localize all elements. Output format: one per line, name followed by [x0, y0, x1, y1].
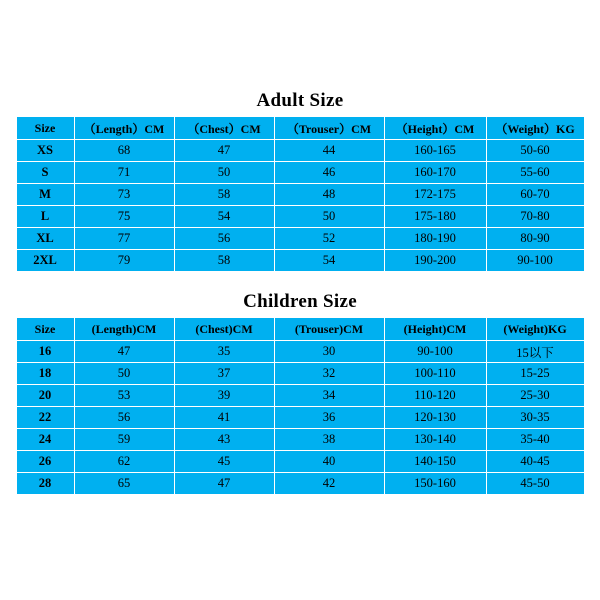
column-header-chest: (Chest)CM — [174, 318, 274, 341]
cell-weight: 50-60 — [486, 140, 584, 162]
children-size-table — [16, 317, 585, 495]
table-header-row — [16, 117, 584, 140]
cell-weight: 55-60 — [486, 162, 584, 184]
cell-weight: 40-45 — [486, 451, 584, 473]
children-size-title: Children Size — [243, 291, 357, 312]
cell-size: 2XL — [16, 250, 74, 272]
column-header-length: （Length）CM — [74, 117, 174, 140]
cell-trouser: 44 — [274, 140, 384, 162]
cell-chest: 58 — [174, 184, 274, 206]
column-header-chest: （Chest）CM — [174, 117, 274, 140]
cell-length: 77 — [74, 228, 174, 250]
column-header-weight: （Weight）KG — [486, 117, 584, 140]
table-row — [16, 184, 584, 206]
cell-size: XS — [16, 140, 74, 162]
cell-trouser: 46 — [274, 162, 384, 184]
table-row — [16, 407, 584, 429]
cell-weight: 15-25 — [486, 363, 584, 385]
table-row — [16, 140, 584, 162]
table-row — [16, 451, 584, 473]
table-row — [16, 363, 584, 385]
table-row — [16, 206, 584, 228]
cell-weight: 35-40 — [486, 429, 584, 451]
cell-length: 75 — [74, 206, 174, 228]
table-row — [16, 341, 584, 363]
cell-length: 47 — [74, 341, 174, 363]
cell-height: 100-110 — [384, 363, 486, 385]
cell-size: 22 — [16, 407, 74, 429]
cell-weight: 60-70 — [486, 184, 584, 206]
cell-size: 26 — [16, 451, 74, 473]
cell-length: 71 — [74, 162, 174, 184]
cell-trouser: 32 — [274, 363, 384, 385]
column-header-trouser: （Trouser）CM — [274, 117, 384, 140]
cell-length: 56 — [74, 407, 174, 429]
cell-trouser: 54 — [274, 250, 384, 272]
cell-length: 59 — [74, 429, 174, 451]
cell-height: 190-200 — [384, 250, 486, 272]
table-row — [16, 429, 584, 451]
cell-size: 16 — [16, 341, 74, 363]
cell-weight: 80-90 — [486, 228, 584, 250]
cell-size: 28 — [16, 473, 74, 495]
cell-height: 160-170 — [384, 162, 486, 184]
cell-size: M — [16, 184, 74, 206]
cell-weight: 30-35 — [486, 407, 584, 429]
cell-length: 79 — [74, 250, 174, 272]
cell-height: 180-190 — [384, 228, 486, 250]
cell-height: 110-120 — [384, 385, 486, 407]
cell-weight: 15以下 — [486, 341, 584, 363]
cell-trouser: 36 — [274, 407, 384, 429]
cell-size: 20 — [16, 385, 74, 407]
cell-chest: 56 — [174, 228, 274, 250]
column-header-height: (Height)CM — [384, 318, 486, 341]
children-size-section — [0, 289, 600, 495]
table-row — [16, 162, 584, 184]
cell-chest: 47 — [174, 140, 274, 162]
cell-height: 160-165 — [384, 140, 486, 162]
cell-size: L — [16, 206, 74, 228]
cell-height: 90-100 — [384, 341, 486, 363]
cell-chest: 45 — [174, 451, 274, 473]
cell-chest: 41 — [174, 407, 274, 429]
cell-trouser: 30 — [274, 341, 384, 363]
cell-height: 130-140 — [384, 429, 486, 451]
cell-chest: 58 — [174, 250, 274, 272]
column-header-size: Size — [16, 117, 74, 140]
column-header-trouser: (Trouser)CM — [274, 318, 384, 341]
cell-trouser: 48 — [274, 184, 384, 206]
cell-size: 18 — [16, 363, 74, 385]
cell-chest: 50 — [174, 162, 274, 184]
cell-size: S — [16, 162, 74, 184]
cell-chest: 54 — [174, 206, 274, 228]
cell-weight: 70-80 — [486, 206, 584, 228]
cell-chest: 39 — [174, 385, 274, 407]
cell-length: 53 — [74, 385, 174, 407]
adult-size-table — [16, 116, 585, 272]
adult-table-header — [16, 117, 584, 140]
cell-height: 120-130 — [384, 407, 486, 429]
cell-height: 140-150 — [384, 451, 486, 473]
cell-length: 62 — [74, 451, 174, 473]
cell-size: 24 — [16, 429, 74, 451]
table-row — [16, 385, 584, 407]
cell-length: 50 — [74, 363, 174, 385]
cell-length: 73 — [74, 184, 174, 206]
column-header-height: （Height）CM — [384, 117, 486, 140]
column-header-size: Size — [16, 318, 74, 341]
table-row — [16, 228, 584, 250]
cell-trouser: 42 — [274, 473, 384, 495]
adult-table-body — [16, 140, 584, 272]
cell-trouser: 52 — [274, 228, 384, 250]
cell-trouser: 40 — [274, 451, 384, 473]
table-row — [16, 250, 584, 272]
cell-chest: 37 — [174, 363, 274, 385]
adult-size-section — [0, 88, 600, 272]
cell-chest: 35 — [174, 341, 274, 363]
section-gap — [0, 272, 600, 283]
adult-size-title: Adult Size — [256, 90, 344, 111]
children-table-header — [16, 318, 584, 341]
cell-chest: 47 — [174, 473, 274, 495]
cell-height: 172-175 — [384, 184, 486, 206]
cell-trouser: 34 — [274, 385, 384, 407]
cell-size: XL — [16, 228, 74, 250]
cell-weight: 25-30 — [486, 385, 584, 407]
children-table-body — [16, 341, 584, 495]
cell-trouser: 50 — [274, 206, 384, 228]
cell-chest: 43 — [174, 429, 274, 451]
cell-length: 65 — [74, 473, 174, 495]
cell-trouser: 38 — [274, 429, 384, 451]
cell-height: 150-160 — [384, 473, 486, 495]
cell-height: 175-180 — [384, 206, 486, 228]
cell-weight: 90-100 — [486, 250, 584, 272]
table-row — [16, 473, 584, 495]
cell-length: 68 — [74, 140, 174, 162]
column-header-length: (Length)CM — [74, 318, 174, 341]
top-whitespace — [0, 0, 600, 88]
cell-weight: 45-50 — [486, 473, 584, 495]
column-header-weight: (Weight)KG — [486, 318, 584, 341]
table-header-row — [16, 318, 584, 341]
